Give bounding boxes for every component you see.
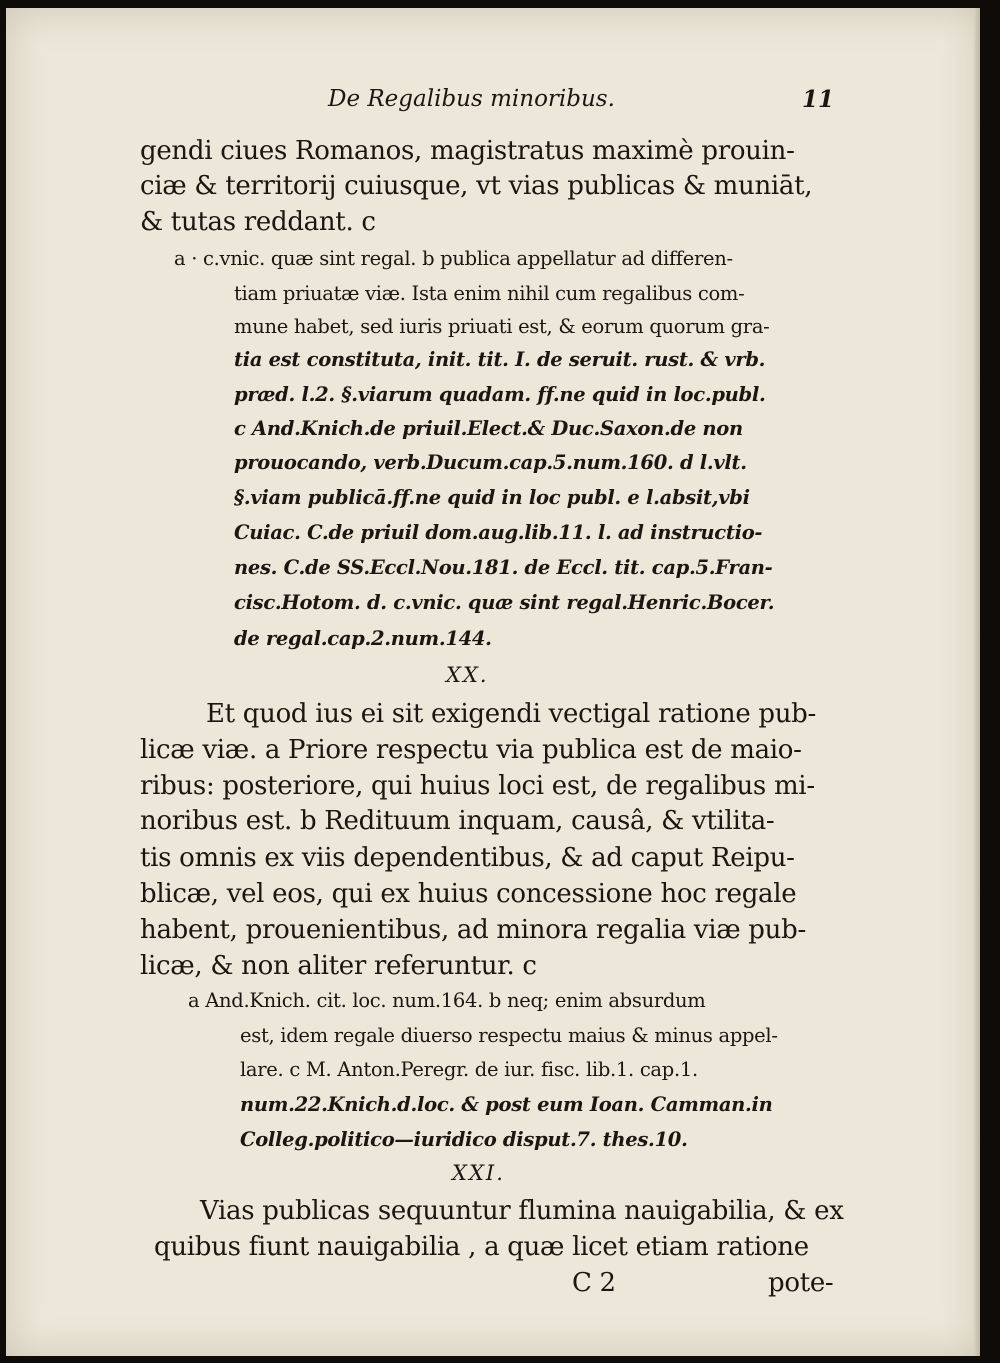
body-line-9: blicæ, vel eos, qui ex huius concessione hoc regale [140, 879, 797, 909]
footnote-line-12: de regal.cap.2.num.144. [234, 627, 492, 650]
footnote-line-4: tia est constituta, init. tit. I. de seruit. rust. & vrb. [234, 348, 766, 371]
footnote-line-14: est, idem regale diuerso respectu maius & minus appel- [240, 1024, 778, 1047]
footnote-line-5: præd. l.2. §.viarum quadam. ff.ne quid in loc.publ. [234, 383, 766, 406]
section-heading-xxi: XXI. [452, 1161, 505, 1185]
footnote-line-1: a · c.vnic. quæ sint regal. b publica appellatur ad differen- [174, 247, 733, 270]
body-line-6: ribus: posteriore, qui huius loci est, de regalibus mi- [140, 771, 815, 801]
footnote-line-15: lare. c M. Anton.Peregr. de iur. fisc. lib.1. cap.1. [240, 1058, 698, 1081]
body-line-7: noribus est. b Redituum inquam, causâ, & vtilita- [140, 806, 775, 836]
footnote-line-7: prouocando, verb.Ducum.cap.5.num.160. d l.vlt. [234, 451, 747, 474]
body-line-2: ciæ & territorij cuiusque, vt vias publicas & muniāt, [140, 171, 813, 201]
body-line-5: licæ viæ. a Priore respectu via publica est de maio- [140, 735, 802, 765]
signature-mark: C 2 [572, 1268, 616, 1298]
body-line-11: licæ, & non aliter referuntur. c [140, 951, 537, 981]
footnote-line-2: tiam priuatæ viæ. Ista enim nihil cum regalibus com- [234, 282, 745, 305]
footnote-line-9: Cuiac. C.de priuil dom.aug.lib.11. l. ad instructio- [234, 521, 763, 544]
book-page [6, 8, 980, 1356]
footnote-line-13: a And.Knich. cit. loc. num.164. b neq; enim absurdum [188, 989, 706, 1012]
section-heading-xx: XX. [446, 663, 489, 687]
footnote-line-6: c And.Knich.de priuil.Elect.& Duc.Saxon.de non [234, 417, 743, 440]
body-line-4: Et quod ius ei sit exigendi vectigal ratione pub- [206, 699, 816, 729]
footnote-line-10: nes. C.de SS.Eccl.Nou.181. de Eccl. tit. cap.5.Fran- [234, 556, 773, 579]
running-title: De Regalibus minoribus. [328, 86, 615, 112]
page-number: 11 [802, 86, 835, 113]
body-line-12: Vias publicas sequuntur flumina nauigabilia, & ex [200, 1196, 844, 1226]
footnote-line-8: §.viam publicā.ff.ne quid in loc publ. e l.absit,vbi [234, 486, 750, 509]
footnote-line-3: mune habet, sed iuris priuati est, & eorum quorum gra- [234, 315, 770, 338]
catchword: pote- [768, 1268, 834, 1298]
body-line-10: habent, prouenientibus, ad minora regalia viæ pub- [140, 915, 806, 945]
footnote-line-17: Colleg.politico—iuridico disput.7. thes.10. [240, 1128, 688, 1151]
body-line-8: tis omnis ex viis dependentibus, & ad caput Reipu- [140, 843, 795, 873]
body-line-1: gendi ciues Romanos, magistratus maximè prouin- [140, 136, 795, 166]
body-line-3: & tutas reddant. c [140, 207, 376, 237]
body-line-13: quibus fiunt nauigabilia , a quæ licet etiam ratione [154, 1232, 809, 1262]
footnote-line-16: num.22.Knich.d.loc. & post eum Ioan. Camman.in [240, 1093, 773, 1116]
footnote-line-11: cisc.Hotom. d. c.vnic. quæ sint regal.Henric.Bocer. [234, 591, 775, 614]
page-edge-shadow [974, 8, 980, 1356]
